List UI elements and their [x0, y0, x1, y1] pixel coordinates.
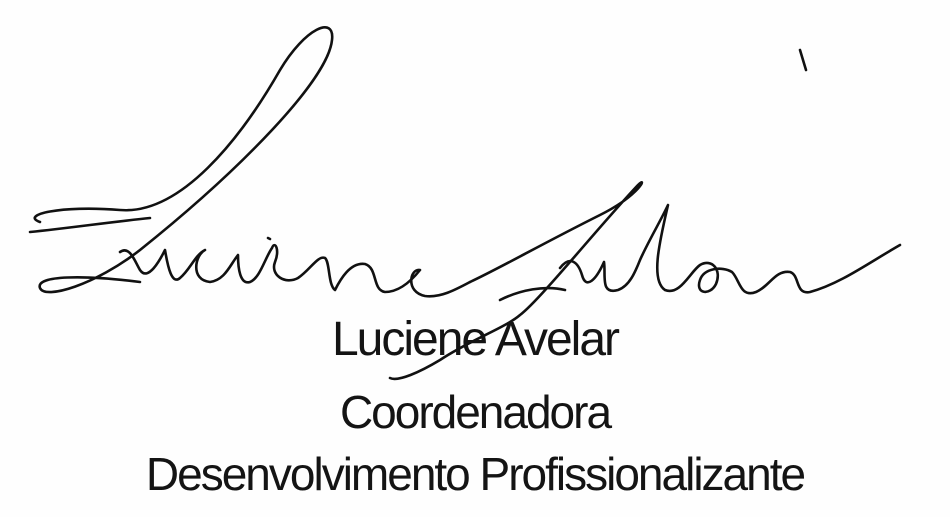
- signer-role: Coordenadora: [339, 386, 611, 438]
- signer-name: Luciene Avelar: [331, 313, 618, 366]
- signer-department: Desenvolvimento Profissionalizante: [145, 448, 805, 500]
